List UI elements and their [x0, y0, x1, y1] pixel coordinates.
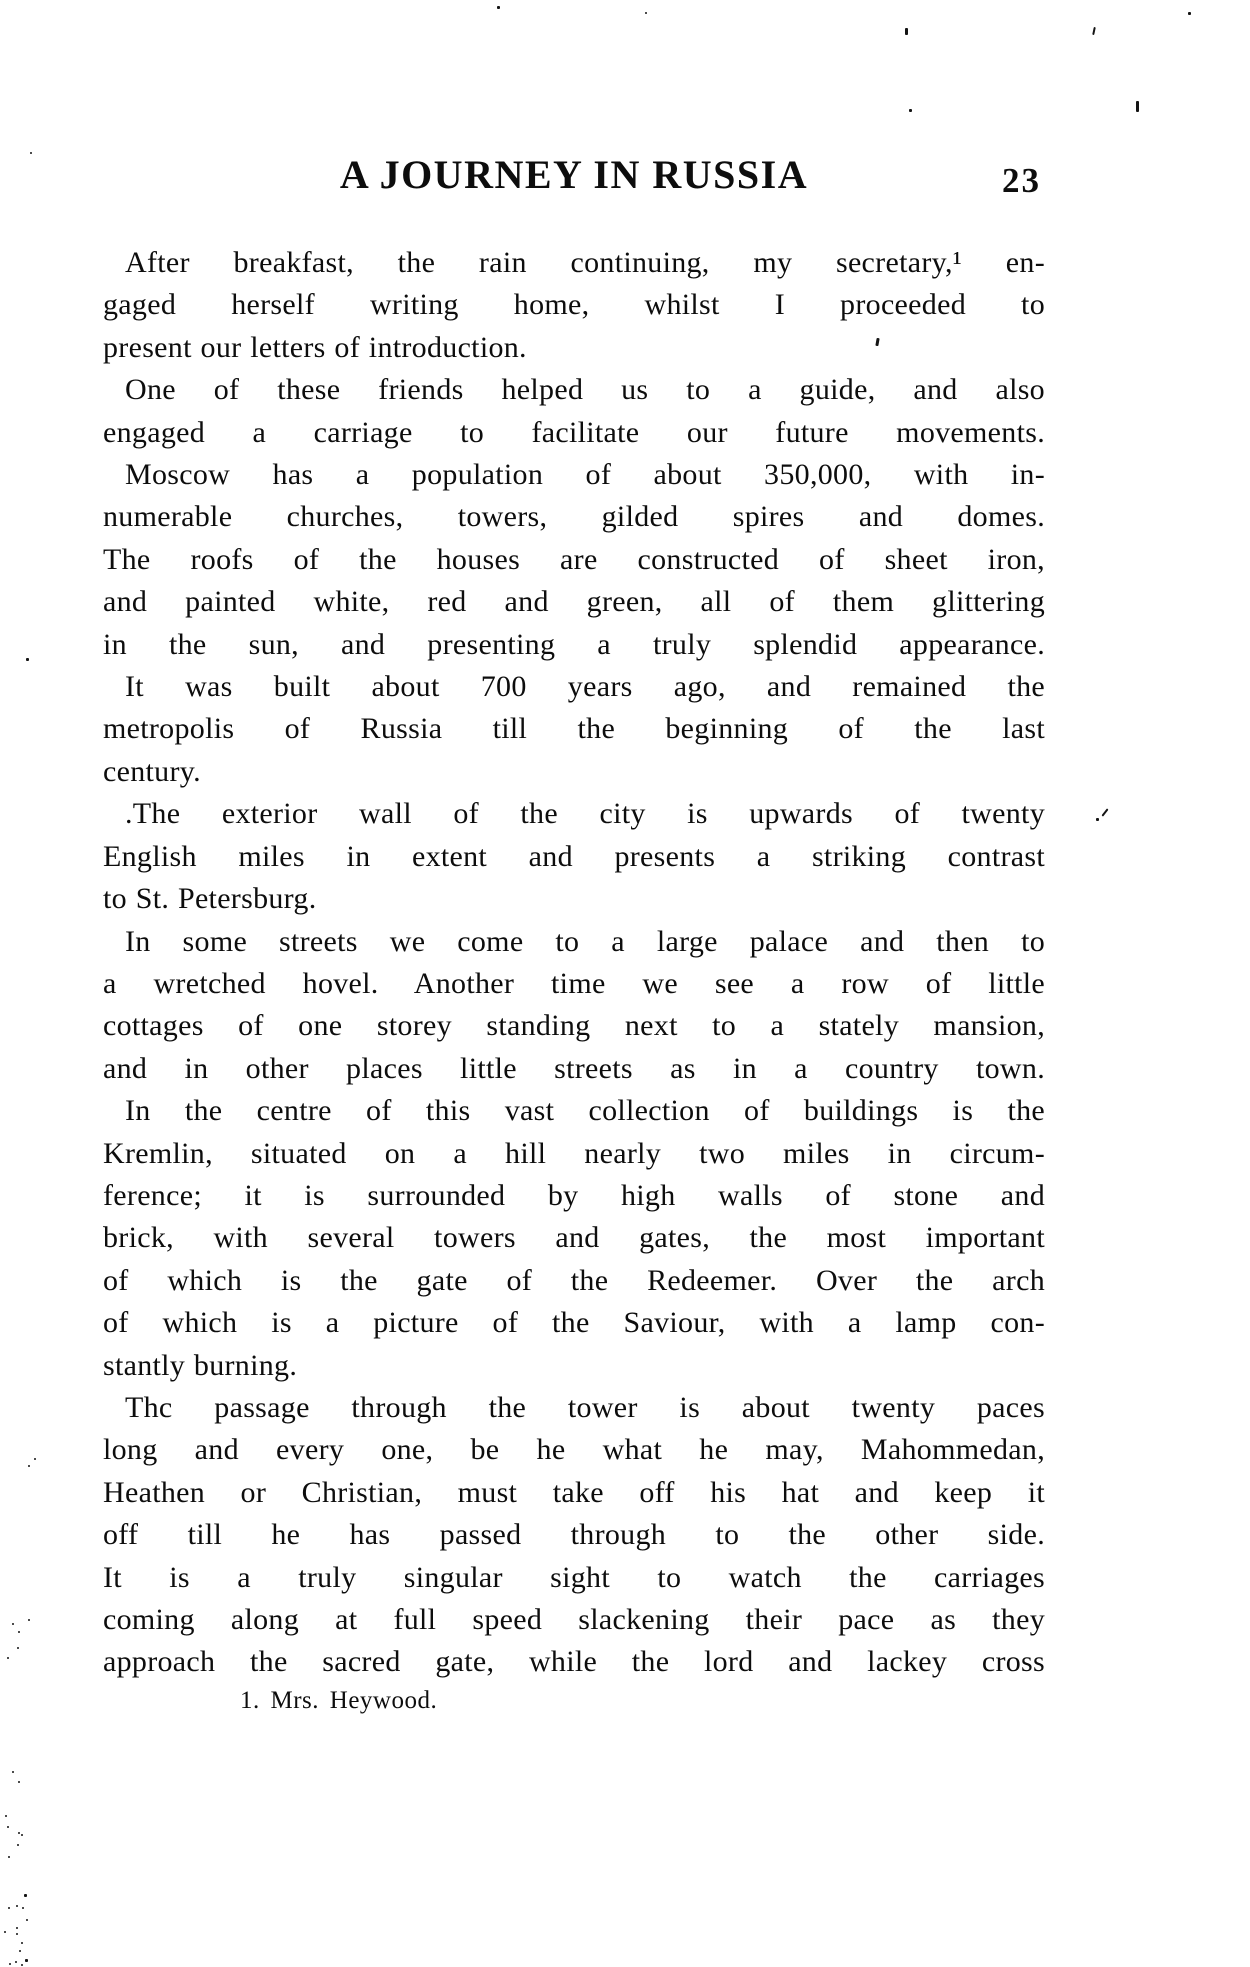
text-line: In some streets we come to a large palace and then to [125, 924, 1045, 958]
scan-speck [1101, 808, 1108, 816]
scan-speck [18, 1631, 20, 1633]
scan-speck [18, 1781, 20, 1783]
text-line: in the sun, and presenting a truly splendid appearance. [103, 627, 1045, 661]
text-line: Heathen or Christian, must take off his hat and keep it [103, 1475, 1045, 1509]
text-line: of which is the gate of the Redeemer. Over the arch [103, 1263, 1045, 1297]
paragraph [103, 921, 1045, 1091]
scan-speck [8, 1907, 10, 1909]
text-line: century. [103, 754, 201, 788]
text-line: cottages of one storey standing next to a stately mansion, [103, 1009, 1045, 1043]
scan-speck [17, 1844, 19, 1846]
paragraph [103, 369, 1045, 454]
paragraph [103, 793, 1045, 920]
scan-speck [21, 1834, 23, 1836]
text-line: to St. Petersburg. [103, 882, 317, 916]
paragraph [103, 242, 1045, 369]
paragraph [103, 666, 1045, 793]
scan-speck [17, 1647, 19, 1649]
scan-speck [9, 1963, 11, 1965]
scan-speck [16, 1933, 18, 1935]
text-line: metropolis of Russia till the beginning of the last [103, 712, 1045, 746]
scan-speck [26, 658, 29, 661]
scan-speck [30, 152, 32, 154]
body-text [103, 242, 1045, 1684]
text-line: gaged herself writing home, whilst I proceeded to [103, 288, 1045, 322]
scan-speck [21, 1964, 23, 1966]
scan-speck [12, 1623, 14, 1625]
scan-speck [5, 1815, 7, 1817]
text-line: ference; it is surrounded by high walls of stone and [103, 1178, 1045, 1212]
scan-speck [21, 1942, 23, 1944]
scan-speck [12, 1771, 14, 1773]
scan-speck [909, 109, 912, 112]
text-line: and painted white, red and green, all of them glittering [103, 585, 1045, 619]
scan-speck [16, 1927, 18, 1929]
scan-speck [7, 1826, 9, 1828]
scan-speck [1188, 12, 1191, 15]
scan-speck [28, 1619, 30, 1621]
scan-speck [28, 1465, 30, 1467]
footnote: 1. Mrs. Heywood. [240, 1687, 438, 1714]
scan-speck [1096, 818, 1099, 821]
text-line: of which is a picture of the Saviour, with a lamp con- [103, 1306, 1045, 1340]
text-line: In the centre of this vast collection of buildings is the [125, 1094, 1045, 1128]
text-line: .The exterior wall of the city is upwards of twenty [125, 797, 1045, 831]
scan-speck [7, 1657, 9, 1659]
scan-speck [18, 1832, 20, 1834]
text-line: off till he has passed through to the other side. [103, 1518, 1045, 1552]
scan-speck [8, 1856, 10, 1858]
scan-speck [497, 6, 500, 9]
scan-speck [34, 1458, 36, 1460]
scan-speck [26, 1919, 28, 1921]
text-line: Moscow has a population of about 350,000, with in- [125, 458, 1045, 492]
scan-speck [24, 1894, 27, 1897]
scan-speck [1136, 101, 1139, 112]
paragraph [103, 1387, 1045, 1684]
scan-speck [645, 12, 647, 14]
paragraph [103, 1090, 1045, 1387]
text-line: brick, with several towers and gates, the most important [103, 1221, 1045, 1255]
text-line: One of these friends helped us to a guide, and also [125, 373, 1045, 407]
text-line: English miles in extent and presents a striking contrast [103, 839, 1045, 873]
scan-speck [4, 1931, 6, 1933]
page-number: 23 [1002, 161, 1041, 200]
scan-speck [19, 1950, 21, 1952]
text-line: The roofs of the houses are constructed of sheet iron, [103, 542, 1045, 576]
scan-speck [15, 1961, 17, 1963]
scan-speck [25, 1959, 28, 1962]
text-line: engaged a carriage to facilitate our future movements. [103, 415, 1045, 449]
scan-speck [1092, 27, 1096, 35]
scan-speck [905, 28, 908, 35]
text-line: It is a truly singular sight to watch the carriages [103, 1560, 1045, 1594]
text-line: Kremlin, situated on a hill nearly two miles in circum- [103, 1136, 1045, 1170]
text-line: It was built about 700 years ago, and remained the [125, 670, 1045, 704]
text-line: approach the sacred gate, while the lord and lackey cross [103, 1645, 1045, 1679]
text-line: present our letters of introduction. [103, 330, 527, 364]
text-line: a wretched hovel. Another time we see a row of little [103, 966, 1045, 1000]
scan-speck [22, 1907, 24, 1909]
text-line: numerable churches, towers, gilded spires and domes. [103, 500, 1045, 534]
text-line: After breakfast, the rain continuing, my secretary,¹ en- [125, 246, 1045, 279]
page-title: A JOURNEY IN RUSSIA [339, 152, 809, 197]
text-line: long and every one, be he what he may, Mahommedan, [103, 1433, 1045, 1467]
scan-speck [16, 1905, 18, 1907]
text-line: Thc passage through the tower is about twenty paces [125, 1390, 1045, 1424]
text-line: stantly burning. [103, 1348, 298, 1382]
paragraph [103, 454, 1045, 666]
text-line: coming along at full speed slackening their pace as they [103, 1603, 1045, 1636]
text-line: and in other places little streets as in a country town. [103, 1051, 1045, 1085]
